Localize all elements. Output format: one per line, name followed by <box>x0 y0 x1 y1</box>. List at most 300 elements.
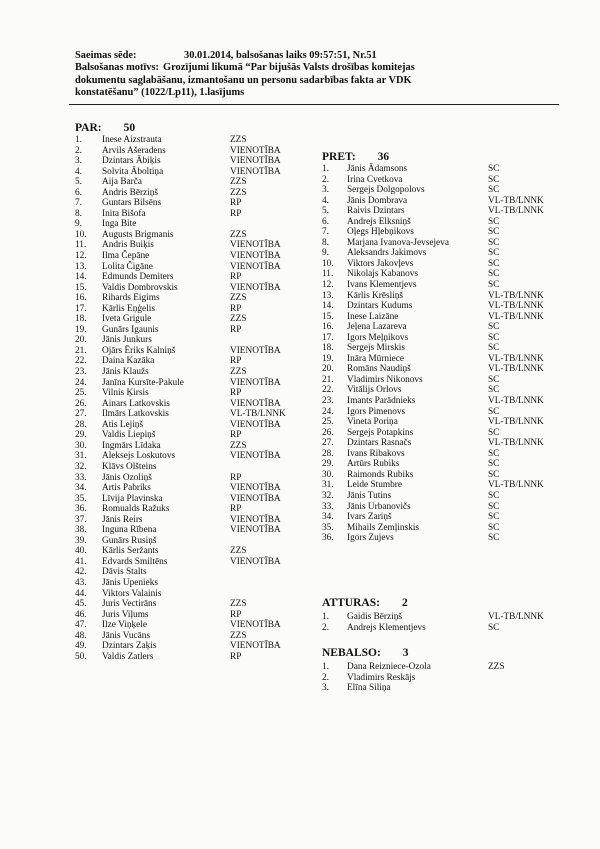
member-number: 9. <box>75 219 82 230</box>
member-row <box>75 472 242 484</box>
member-number: 28. <box>75 419 87 430</box>
member-party: ZZS <box>230 546 247 557</box>
member-party: VL-TB/LNNK <box>488 195 544 206</box>
member-name: Sergejs Dolgopolovs <box>347 185 425 196</box>
member-row <box>75 187 247 199</box>
member-row <box>322 216 500 228</box>
member-name: Klāvs Olšteins <box>102 461 157 472</box>
member-row <box>322 672 416 684</box>
member-party: RP <box>230 472 242 483</box>
member-party: VIENOTĪBA <box>230 514 281 525</box>
member-name: Gunārs Rusiņš <box>102 535 157 546</box>
member-number: 12. <box>322 280 334 291</box>
member-row <box>322 280 500 291</box>
member-number: 46. <box>75 609 87 620</box>
section-count: 2 <box>401 597 408 609</box>
member-name: Andris Buiķis <box>102 240 154 251</box>
member-party: VL-TB/LNNK <box>230 409 286 420</box>
section-label: ATTURAS: <box>322 597 380 609</box>
member-name: Artūrs Rubiks <box>347 459 400 470</box>
member-row <box>322 448 500 460</box>
member-party: VIENOTĪBA <box>230 620 281 631</box>
section-pret <box>322 151 544 544</box>
member-number: 9. <box>322 248 329 259</box>
member-name: Inga Bite <box>102 219 137 230</box>
member-number: 20. <box>322 364 334 375</box>
member-number: 2. <box>322 174 329 185</box>
member-party: VL-TB/LNNK <box>488 206 544 217</box>
member-row <box>75 324 242 336</box>
member-number: 35. <box>322 522 334 533</box>
member-number: 4. <box>322 195 329 206</box>
member-party: RP <box>230 208 242 219</box>
member-number: 12. <box>75 251 87 262</box>
member-name: Edvards Smiltēns <box>102 556 168 567</box>
member-name: Vilnis Ķirsis <box>102 388 149 399</box>
member-row <box>75 156 281 167</box>
member-number: 6. <box>322 216 329 227</box>
member-party: VIENOTĪBA <box>230 556 281 567</box>
member-party: SC <box>488 164 500 174</box>
member-name: Inita Bišofa <box>102 208 146 219</box>
member-row <box>75 261 281 273</box>
member-name: Dzintars Kudums <box>347 301 413 312</box>
member-row <box>322 622 500 634</box>
member-name: Lolita Čigāne <box>102 261 153 272</box>
member-row <box>75 314 247 325</box>
member-row <box>322 311 544 323</box>
member-number: 25. <box>322 417 334 428</box>
member-row <box>322 490 500 502</box>
member-name: Inese Aizstrauta <box>102 135 162 145</box>
member-number: 1. <box>322 662 329 672</box>
member-number: 31. <box>75 451 87 462</box>
member-row <box>75 493 281 505</box>
member-name: Janīna Kursīte-Pakule <box>102 377 184 388</box>
member-party: VIENOTĪBA <box>230 261 281 272</box>
member-row <box>75 345 281 357</box>
member-row <box>322 227 500 238</box>
member-name: Romāns Naudiņš <box>347 364 411 375</box>
member-row <box>75 303 242 315</box>
member-number: 19. <box>322 353 334 364</box>
member-number: 2. <box>322 622 329 633</box>
member-name: Dana Reizniece-Ozola <box>347 662 431 672</box>
section-label: PAR: <box>75 122 102 134</box>
member-name: Andrejs Klementjevs <box>347 622 426 633</box>
member-number: 5. <box>322 206 329 217</box>
member-name: Vitālijs Orlovs <box>347 385 402 396</box>
member-name: Romualds Ražuks <box>102 504 170 515</box>
member-name: Dzintars Ābiķis <box>102 156 161 167</box>
member-name: Vineta Poriņa <box>347 417 398 428</box>
member-name: Ilmārs Latkovskis <box>102 409 169 420</box>
member-name: Augusts Brigmanis <box>102 229 174 240</box>
member-name: Igors Pimenovs <box>347 406 406 417</box>
member-number: 28. <box>322 448 334 459</box>
session-line <box>75 50 555 62</box>
member-number: 24. <box>322 406 334 417</box>
member-party: ZZS <box>488 662 505 672</box>
member-name: Rihards Eigims <box>102 293 160 304</box>
member-name: Jānis Upenieks <box>102 577 159 588</box>
member-number: 8. <box>75 208 82 219</box>
member-party: RP <box>230 430 242 441</box>
member-name: Nikolajs Kabanovs <box>347 269 419 280</box>
member-party: VIENOTĪBA <box>230 145 281 156</box>
member-name: Raimonds Rubiks <box>347 469 414 480</box>
member-party: SC <box>488 501 500 512</box>
member-number: 42. <box>75 567 87 578</box>
member-name: Jānis Tutins <box>347 490 392 501</box>
member-name: Leide Stumbre <box>347 480 402 491</box>
member-row <box>75 620 281 631</box>
member-name: Vladimirs Nikonovs <box>347 374 423 385</box>
member-row <box>75 641 281 652</box>
member-number: 31. <box>322 480 334 491</box>
member-name: Ivans Klementjevs <box>347 280 417 291</box>
member-number: 25. <box>75 388 87 399</box>
member-number: 11. <box>322 269 334 280</box>
member-name: Artis Pabriks <box>102 483 151 494</box>
vote-list <box>322 164 544 544</box>
member-number: 32. <box>75 461 87 472</box>
member-party: RP <box>230 388 242 399</box>
member-party: ZZS <box>230 599 247 610</box>
member-row <box>75 145 281 157</box>
member-row <box>75 198 242 209</box>
member-party: SC <box>488 406 500 417</box>
member-number: 17. <box>75 303 87 314</box>
member-name: Jānis Urbanovičs <box>347 501 411 512</box>
member-name: Valdis Zatlers <box>102 651 154 662</box>
member-party: VIENOTĪBA <box>230 282 281 293</box>
member-party: RP <box>230 303 242 314</box>
member-number: 15. <box>322 311 334 322</box>
member-row <box>75 588 162 600</box>
member-name: Dzintars Zaķis <box>102 641 157 652</box>
member-number: 21. <box>75 345 87 356</box>
member-number: 18. <box>75 314 87 325</box>
member-name: Mihails Zemļinskis <box>347 522 420 533</box>
member-party: ZZS <box>230 135 247 145</box>
member-name: Inguna Rībena <box>102 525 157 536</box>
member-number: 30. <box>322 469 334 480</box>
section-label: NEBALSO: <box>322 647 381 659</box>
member-party: SC <box>488 469 500 480</box>
member-row <box>75 208 242 220</box>
member-party: VIENOTĪBA <box>230 493 281 504</box>
member-party: SC <box>488 227 500 238</box>
motive-text-line-3: konstatēšanu” (1022/Lp11), 1.lasījums <box>75 87 245 99</box>
member-row <box>75 251 281 262</box>
member-name: Aleksejs Loskutovs <box>102 451 176 462</box>
member-row <box>75 356 242 367</box>
member-name: Ilze Viņķele <box>102 620 147 631</box>
member-party: SC <box>488 374 500 385</box>
member-party: VIENOTĪBA <box>230 345 281 356</box>
session-key: Saeimas sēde: <box>75 50 137 61</box>
member-name: Igors Zujevs <box>347 533 394 544</box>
member-row <box>75 630 247 642</box>
member-number: 23. <box>75 367 87 378</box>
member-party: VL-TB/LNNK <box>488 396 544 407</box>
member-number: 36. <box>322 533 334 544</box>
member-party: SC <box>488 459 500 470</box>
member-row <box>75 166 281 178</box>
member-row <box>75 293 247 304</box>
member-name: Vladimirs Reskājs <box>347 672 416 683</box>
member-row <box>75 419 281 431</box>
member-row <box>75 272 242 283</box>
member-row <box>75 461 157 473</box>
member-number: 40. <box>75 546 87 557</box>
session-value: 30.01.2014, balsošanas laiks 09:57:51, Nr.51 <box>184 50 377 61</box>
member-name: Atis Lejiņš <box>102 419 144 430</box>
member-number: 41. <box>75 556 87 567</box>
member-row <box>322 248 500 259</box>
member-name: Ivans Ribakovs <box>347 448 405 459</box>
member-number: 34. <box>75 483 87 494</box>
member-row <box>322 164 500 175</box>
member-number: 16. <box>322 322 334 333</box>
member-party: SC <box>488 174 500 185</box>
member-number: 22. <box>322 385 334 396</box>
member-row <box>75 609 242 621</box>
member-party: VL-TB/LNNK <box>488 438 544 449</box>
section-title <box>322 597 408 610</box>
member-name: Sergejs Mirskis <box>347 343 405 354</box>
member-name: Dāvis Stalts <box>102 567 147 578</box>
member-number: 48. <box>75 630 87 641</box>
member-row <box>75 651 242 663</box>
member-party: SC <box>488 512 500 523</box>
member-number: 26. <box>75 398 87 409</box>
member-name: Jānis Reirs <box>102 514 143 525</box>
member-name: Juris Vectirāns <box>102 599 157 610</box>
member-row <box>75 398 281 410</box>
member-name: Kārlis Krēsliņš <box>347 290 404 301</box>
member-party: ZZS <box>230 293 247 304</box>
member-number: 34. <box>322 512 334 523</box>
member-name: Gunārs Igaunis <box>102 324 159 335</box>
member-row <box>75 282 281 294</box>
member-number: 22. <box>75 356 87 367</box>
member-row <box>322 364 544 375</box>
section-count: 3 <box>402 647 409 659</box>
member-name: Ivars Zariņš <box>347 512 392 523</box>
member-number: 2. <box>75 145 82 156</box>
section-nebalso <box>322 647 505 694</box>
member-number: 20. <box>75 335 87 346</box>
member-name: Ainars Latkovskis <box>102 398 170 409</box>
member-row <box>75 514 281 526</box>
member-name: Raivis Dzintars <box>347 206 405 217</box>
member-party: ZZS <box>230 314 247 325</box>
member-name: Jānis Ozoliņš <box>102 472 152 483</box>
member-name: Guntars Bilsēns <box>102 198 162 209</box>
motive-text-line-2: dokumentu saglabāšanu, izmantošanu un personu sadarbības fakta ar VDK <box>75 74 412 86</box>
member-row <box>75 567 147 578</box>
member-row <box>322 438 544 449</box>
member-row <box>322 480 544 491</box>
member-number: 10. <box>75 229 87 240</box>
member-number: 18. <box>322 343 334 354</box>
member-party: RP <box>230 324 242 335</box>
member-party: SC <box>488 622 500 633</box>
member-party: SC <box>488 522 500 533</box>
member-number: 47. <box>75 620 87 631</box>
member-number: 43. <box>75 577 87 588</box>
member-party: VL-TB/LNNK <box>488 417 544 428</box>
member-row <box>75 556 281 568</box>
member-row <box>322 374 500 386</box>
member-name: Jeļena Lazareva <box>347 322 407 333</box>
member-number: 30. <box>75 440 87 451</box>
member-number: 3. <box>75 156 82 167</box>
member-name: Andris Bērziņš <box>102 187 159 198</box>
member-number: 11. <box>75 240 87 251</box>
member-number: 3. <box>322 683 329 694</box>
member-party: RP <box>230 356 242 367</box>
section-title <box>322 151 389 164</box>
member-number: 50. <box>75 651 87 662</box>
member-row <box>322 512 500 523</box>
member-row <box>75 599 247 610</box>
member-row <box>322 301 544 312</box>
member-row <box>75 451 281 462</box>
member-row <box>322 501 500 513</box>
member-party: SC <box>488 237 500 248</box>
section-label: PRET: <box>322 151 356 163</box>
member-name: Kārlis Seržants <box>102 546 159 557</box>
section-title <box>75 122 135 135</box>
member-row <box>75 440 247 452</box>
member-row <box>75 229 247 241</box>
member-row <box>322 332 500 344</box>
member-number: 38. <box>75 525 87 536</box>
member-number: 7. <box>75 198 82 209</box>
member-name: Jānis Junkurs <box>102 335 152 346</box>
member-row <box>322 406 500 418</box>
member-party: VL-TB/LNNK <box>488 480 544 491</box>
member-name: Edmunds Demiters <box>102 272 174 283</box>
member-name: Jānis Vucāns <box>102 630 151 641</box>
member-number: 19. <box>75 324 87 335</box>
member-row <box>322 343 500 354</box>
member-name: Solvita Āboltiņa <box>102 166 164 177</box>
member-party: SC <box>488 185 500 196</box>
member-party: RP <box>230 198 242 209</box>
member-number: 13. <box>322 290 334 301</box>
member-party: SC <box>488 269 500 280</box>
member-number: 23. <box>322 396 334 407</box>
motive-key: Balsošanas motīvs: <box>75 62 160 74</box>
member-number: 4. <box>75 166 82 177</box>
member-name: Irina Cvetkova <box>347 174 403 185</box>
member-party: RP <box>230 609 242 620</box>
member-party: SC <box>488 322 500 333</box>
member-number: 39. <box>75 535 87 546</box>
member-name: Marjana Ivanova-Jevsejeva <box>347 237 449 248</box>
member-party: SC <box>488 280 500 291</box>
member-row <box>75 483 281 494</box>
member-name: Dzintars Rasnačs <box>347 438 412 449</box>
member-name: Oļegs Hļebņikovs <box>347 227 414 238</box>
member-number: 37. <box>75 514 87 525</box>
motive-text-line-1: Grozījumi likumā “Par bijušās Valsts drošības komitejas <box>163 62 415 74</box>
member-name: Ingmārs Līdaka <box>102 440 161 451</box>
member-row <box>75 219 135 230</box>
member-row <box>322 185 500 196</box>
member-row <box>75 135 247 146</box>
member-name: Elīna Siliņa <box>347 683 391 694</box>
section-count: 36 <box>377 151 390 163</box>
member-number: 26. <box>322 427 334 438</box>
member-row <box>322 417 544 428</box>
member-party: SC <box>488 533 500 544</box>
member-row <box>322 206 544 217</box>
document-header <box>75 50 555 100</box>
member-party: RP <box>230 651 242 662</box>
member-row <box>75 367 247 378</box>
member-number: 13. <box>75 261 87 272</box>
member-party: SC <box>488 343 500 354</box>
member-name: Sergejs Potapkins <box>347 427 414 438</box>
section-count: 50 <box>123 122 136 134</box>
member-party: VIENOTĪBA <box>230 251 281 262</box>
member-row <box>75 525 281 536</box>
member-party: VIENOTĪBA <box>230 641 281 652</box>
member-number: 27. <box>322 438 334 449</box>
member-row <box>75 377 281 389</box>
member-party: SC <box>488 448 500 459</box>
member-row <box>75 535 157 547</box>
member-number: 6. <box>75 187 82 198</box>
member-row <box>75 430 242 441</box>
member-party: VIENOTĪBA <box>230 240 281 251</box>
section-par <box>75 122 286 662</box>
member-row <box>75 546 247 557</box>
member-number: 24. <box>75 377 87 388</box>
member-number: 29. <box>75 430 87 441</box>
member-party: VL-TB/LNNK <box>488 301 544 312</box>
member-row <box>322 322 500 333</box>
member-number: 1. <box>322 164 329 174</box>
member-number: 21. <box>322 374 334 385</box>
member-party: ZZS <box>230 630 247 641</box>
member-row <box>75 409 286 420</box>
member-party: SC <box>488 248 500 259</box>
member-row <box>322 396 544 407</box>
member-row <box>322 385 500 396</box>
member-row <box>75 388 242 399</box>
member-party: VIENOTĪBA <box>230 525 281 536</box>
member-name: Gaidis Bērziņš <box>347 612 402 622</box>
member-party: RP <box>230 272 242 283</box>
member-number: 33. <box>322 501 334 512</box>
member-number: 33. <box>75 472 87 483</box>
member-row <box>322 269 500 280</box>
member-name: Igors Meļņikovs <box>347 332 409 343</box>
member-party: ZZS <box>230 367 247 378</box>
member-row <box>75 335 152 346</box>
member-row <box>75 240 281 251</box>
member-name: Imants Parādnieks <box>347 396 416 407</box>
member-row <box>322 469 500 481</box>
motive-line <box>75 62 555 74</box>
member-party: SC <box>488 427 500 438</box>
